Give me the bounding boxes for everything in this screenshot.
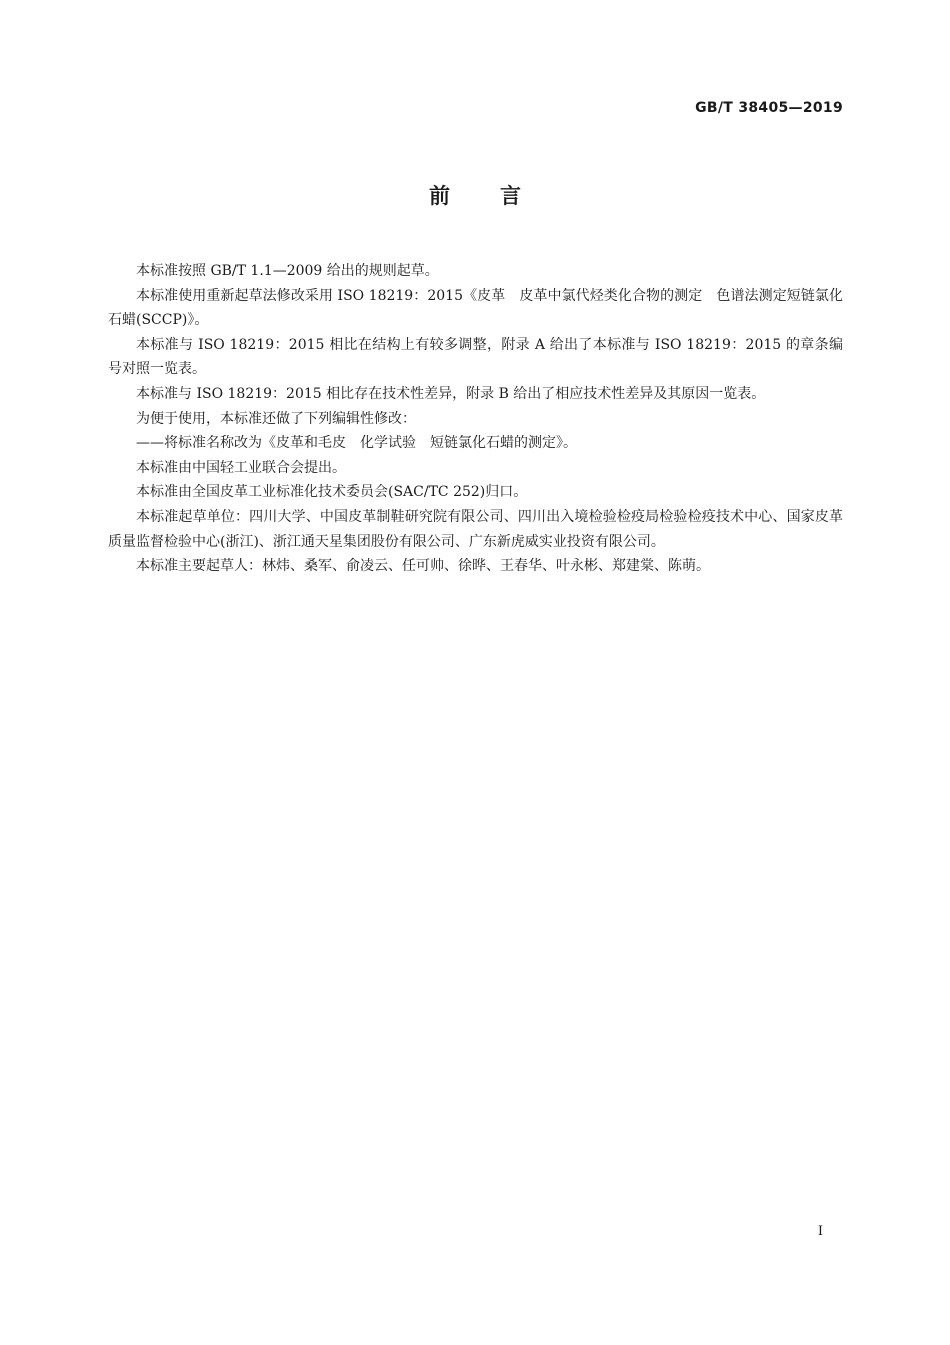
paragraph-drafting-rules: 本标准按照 GB/T 1.1—2009 给出的规则起草。 — [136, 263, 439, 279]
paragraph-drafting-units: 本标准起草单位：四川大学、中国皮革制鞋研究院有限公司、四川出入境检验检疫局检验检疫技术中心、国家皮革质量监督检验中心(浙江)、浙江通天星集团股份有限公司、广东新虎威实业投资有限公司。 — [108, 508, 843, 550]
page-number: I — [817, 1224, 823, 1239]
paragraph-editorial-item: ——将标准名称改为《皮革和毛皮 化学试验 短链氯化石蜡的测定》。 — [136, 435, 577, 452]
paragraph-structure-changes: 本标准与 ISO 18219：2015 相比在结构上有较多调整，附录 A 给出了本标准与 ISO 18219：2015 的章条编号对照一览表。 — [108, 336, 843, 378]
paragraph-under-jurisdiction: 本标准由全国皮革工业标准化技术委员会(SAC/TC 252)归口。 — [136, 484, 528, 501]
page-title: 前言 — [429, 184, 571, 208]
paragraph-technical-differences: 本标准与 ISO 18219：2015 相比存在技术性差异，附录 B 给出了相应技术性差异及其原因一览表。 — [136, 385, 766, 402]
foreword-body — [108, 259, 843, 579]
paragraph-adoption: 本标准使用重新起草法修改采用 ISO 18219：2015《皮革 皮革中氯代烃类化合物的测定 色谱法测定短链氯化石蜡(SCCP)》。 — [108, 287, 843, 329]
paragraph-proposed-by: 本标准由中国轻工业联合会提出。 — [136, 459, 346, 476]
paragraph-editorial-intro: 为便于使用，本标准还做了下列编辑性修改： — [136, 410, 416, 427]
paragraph-drafters: 本标准主要起草人：林炜、桑军、俞凌云、任可帅、徐晔、王春华、叶永彬、郑建棠、陈萌。 — [136, 558, 710, 575]
standard-code: GB/T 38405—2019 — [695, 100, 843, 116]
